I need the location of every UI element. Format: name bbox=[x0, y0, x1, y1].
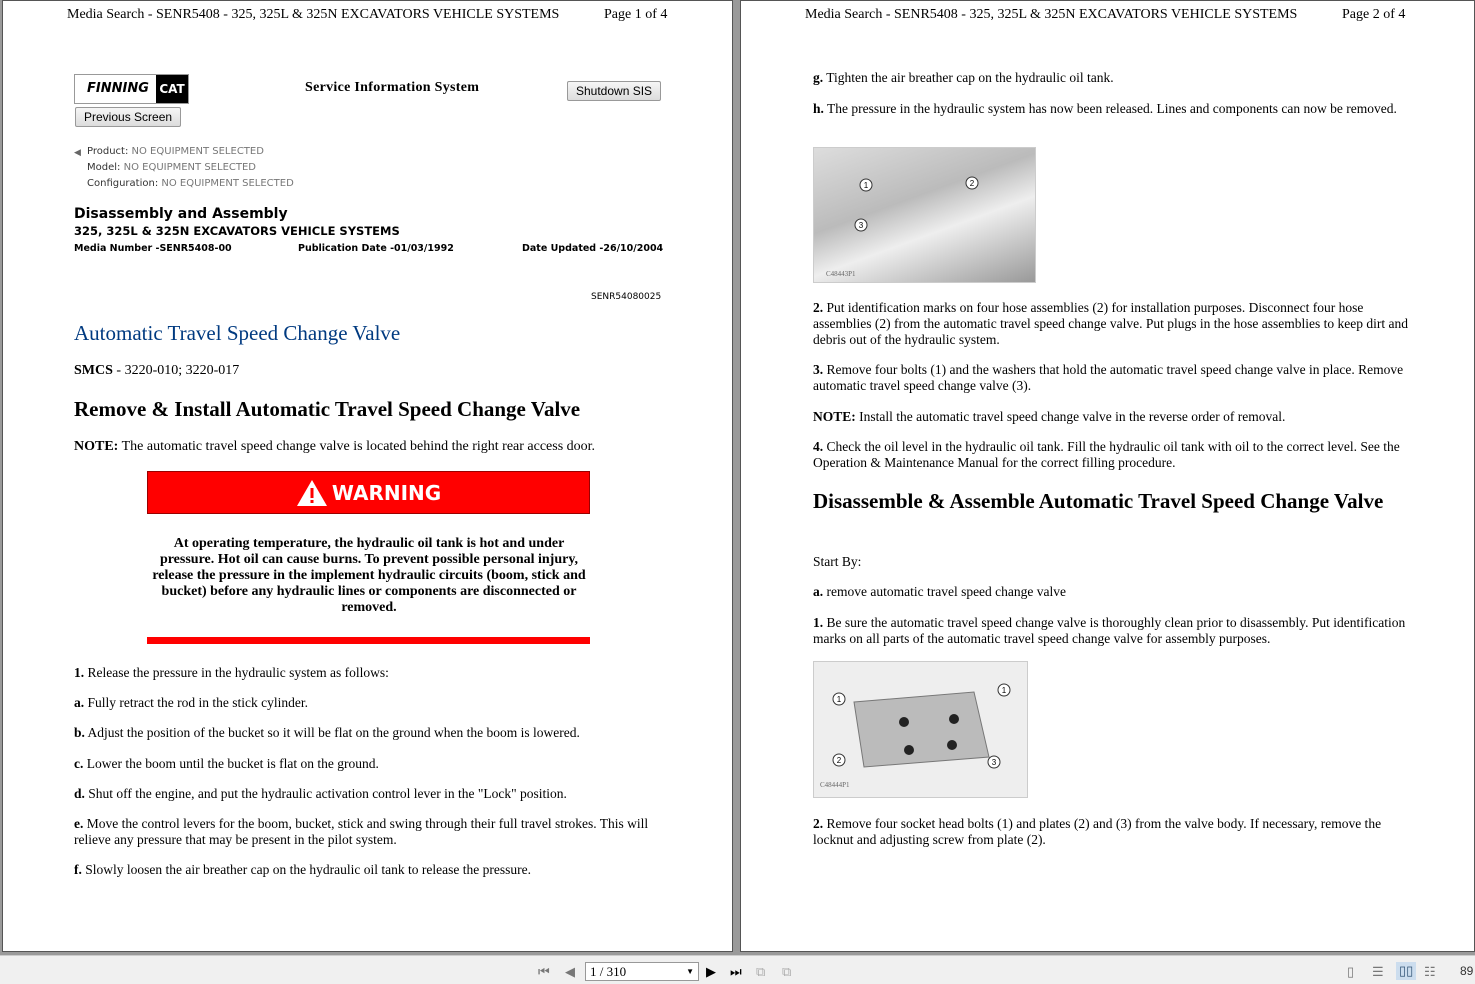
start-by: Start By: bbox=[813, 554, 862, 569]
step-item bbox=[74, 725, 580, 741]
step-key: SMCS bbox=[74, 363, 113, 378]
step-key: a. bbox=[74, 695, 85, 710]
warning-bottom-bar bbox=[147, 637, 590, 644]
step-key: d. bbox=[74, 786, 85, 801]
step-text: Shut off the engine, and put the hydraulic activation control lever in the "Lock" position. bbox=[84, 786, 567, 801]
last-page-icon[interactable]: ⏭ bbox=[730, 964, 742, 979]
step-item bbox=[74, 756, 379, 772]
media-number: Media Number -SENR5408-00 bbox=[74, 243, 232, 254]
svg-text:1: 1 bbox=[836, 695, 842, 704]
continuous-view-icon[interactable]: ☰ bbox=[1372, 964, 1384, 979]
pdf-toolbar bbox=[0, 955, 1475, 984]
publication-date: Publication Date -01/03/1992 bbox=[298, 243, 454, 254]
step-item bbox=[74, 665, 389, 681]
pdf-page-1 bbox=[2, 0, 733, 952]
step-item bbox=[74, 862, 531, 878]
step-item bbox=[74, 816, 664, 848]
previous-page-icon[interactable]: ◀ bbox=[565, 964, 575, 979]
step-key: h. bbox=[813, 101, 824, 116]
note bbox=[813, 409, 1408, 425]
finning-cat-logo bbox=[74, 74, 189, 104]
zoom-level[interactable]: 89 bbox=[1460, 964, 1474, 978]
page-header: Media Search - SENR5408 - 325, 325L & 325N EXCAVATORS VEHICLE SYSTEMS bbox=[67, 7, 560, 22]
document-id: SENR54080025 bbox=[591, 292, 662, 302]
page-header: Media Search - SENR5408 - 325, 325L & 325N EXCAVATORS VEHICLE SYSTEMS bbox=[805, 7, 1298, 22]
step-text: Remove four bolts (1) and the washers that hold the automatic travel speed change valve in place. Remove automatic travel speed change valve (3). bbox=[813, 362, 1404, 393]
step-key: 4. bbox=[813, 439, 824, 454]
step-text: Be sure the automatic travel speed change valve is thoroughly clean prior to disassembly. Put identification marks on all parts of the automatic travel speed change valve for assembly purposes. bbox=[813, 615, 1406, 646]
doc-title: Disassembly and Assembly bbox=[74, 206, 288, 222]
svg-text:1: 1 bbox=[1001, 686, 1007, 695]
svg-text:3: 3 bbox=[858, 221, 864, 230]
step-4 bbox=[813, 439, 1408, 471]
step-text: Put identification marks on four hose assemblies (2) for installation purposes. Disconnect four hose assemblies (2) from the automatic travel speed change valve. Put plugs in the hose assemblies to keep dirt and debris out of the hydraulic system. bbox=[813, 300, 1408, 347]
step-text: Fully retract the rod in the stick cylinder. bbox=[84, 695, 308, 710]
product-value: NO EQUIPMENT SELECTED bbox=[131, 146, 264, 157]
product-label: Product: bbox=[87, 146, 129, 157]
step-item bbox=[74, 695, 308, 711]
step-key: f. bbox=[74, 862, 82, 877]
two-page-continuous-icon[interactable]: ☷ bbox=[1424, 964, 1436, 979]
step-text: C48443P1 bbox=[826, 270, 856, 278]
sis-title: Service Information System bbox=[305, 80, 480, 95]
note bbox=[74, 439, 595, 455]
step-text: Remove four socket head bolts (1) and plates (2) and (3) from the valve body. If necessary, remove the locknut and adjusting screw from plate (2). bbox=[813, 816, 1382, 847]
step-key: 3. bbox=[813, 362, 824, 377]
section-heading: Disassemble & Assemble Automatic Travel Speed Change Valve bbox=[813, 489, 1384, 513]
date-updated: Date Updated -26/10/2004 bbox=[522, 243, 664, 254]
svg-text:1: 1 bbox=[863, 181, 869, 190]
step-text: Check the oil level in the hydraulic oil tank. Fill the hydraulic oil tank with oil to the correct level. See the Operation & Maintenance Manual for the correct filling procedure. bbox=[813, 439, 1400, 470]
step-text: C48444P1 bbox=[820, 781, 850, 789]
step-text: - 3220-010; 3220-017 bbox=[112, 363, 240, 378]
warning-triangle-icon bbox=[296, 479, 328, 507]
first-page-icon[interactable]: ⏮ bbox=[538, 964, 550, 979]
next-page-icon[interactable]: ▶ bbox=[706, 964, 716, 979]
page-number: Page 2 of 4 bbox=[1342, 7, 1406, 22]
back-arrow-icon[interactable]: ◀ bbox=[74, 147, 81, 157]
step-text: The automatic travel speed change valve is located behind the right rear access door. bbox=[118, 439, 596, 454]
step-item bbox=[87, 178, 294, 189]
valve-body-photo bbox=[813, 661, 1028, 798]
step-key: 2. bbox=[813, 816, 824, 831]
step-text: Tighten the air breather cap on the hydraulic oil tank. bbox=[823, 70, 1114, 85]
hose-assembly-photo bbox=[813, 147, 1036, 283]
rotate-icon-2[interactable]: ⧉ bbox=[782, 964, 792, 979]
step-text: Slowly loosen the air breather cap on the hydraulic oil tank to release the pressure. bbox=[81, 862, 531, 877]
step-h bbox=[813, 101, 1403, 117]
step-2b bbox=[813, 816, 1408, 848]
doc-subtitle: 325, 325L & 325N EXCAVATORS VEHICLE SYSTEMS bbox=[74, 224, 400, 238]
shutdown-sis-button[interactable]: Shutdown SIS bbox=[567, 81, 661, 101]
previous-screen-button[interactable]: Previous Screen bbox=[75, 107, 181, 127]
step-text: The pressure in the hydraulic system has now been released. Lines and components can now be removed. bbox=[823, 101, 1397, 116]
single-page-view-icon[interactable]: ▯ bbox=[1347, 964, 1355, 979]
step-item: CAT bbox=[156, 75, 188, 103]
rotate-icon[interactable]: ⧉ bbox=[756, 964, 766, 979]
two-page-view-icon[interactable]: ▯▯ bbox=[1396, 962, 1416, 980]
step-text: Install the automatic travel speed change valve in the reverse order of removal. bbox=[855, 409, 1286, 424]
step-key: 1. bbox=[74, 665, 85, 680]
step-key: g. bbox=[813, 70, 824, 85]
svg-text:3: 3 bbox=[991, 758, 997, 767]
step-key: e. bbox=[74, 816, 84, 831]
step-key: 2. bbox=[813, 300, 824, 315]
warning-text: At operating temperature, the hydraulic oil tank is hot and under pressure. Hot oil can cause burns. To prevent possible personal injury, release the pressure in the implement hydraulic circuits (boom, stick and bucket) before any hydraulic lines or components are disconnected or removed. bbox=[152, 536, 586, 615]
step-key: 1. bbox=[813, 615, 824, 630]
step-item bbox=[87, 146, 264, 157]
step-item: FINNING bbox=[87, 81, 149, 96]
step-g bbox=[813, 70, 1403, 86]
step-3 bbox=[813, 362, 1408, 394]
step-key: NOTE: bbox=[813, 409, 856, 424]
step-key: c. bbox=[74, 756, 84, 771]
step-key: b. bbox=[74, 725, 85, 740]
step-text: WARNING bbox=[331, 480, 442, 505]
step-text: remove automatic travel speed change valve bbox=[823, 584, 1067, 599]
step-text: Lower the boom until the bucket is flat on the ground. bbox=[83, 756, 379, 771]
step-item bbox=[87, 162, 256, 173]
model-value: NO EQUIPMENT SELECTED bbox=[123, 162, 256, 173]
step-key: NOTE: bbox=[74, 439, 119, 454]
config-value: NO EQUIPMENT SELECTED bbox=[161, 178, 294, 189]
step-key: a. bbox=[813, 584, 824, 599]
page-number: Page 1 of 4 bbox=[604, 7, 668, 22]
step-text: Move the control levers for the boom, bucket, stick and swing through their full travel strokes. This will relieve any pressure that may be present in the pilot system. bbox=[74, 816, 649, 847]
step-1 bbox=[813, 615, 1408, 647]
page-number-input[interactable]: 1 / 310 ▼ bbox=[585, 962, 699, 981]
pdf-page-2 bbox=[740, 0, 1475, 952]
warning-banner bbox=[147, 471, 590, 514]
svg-text:2: 2 bbox=[969, 179, 975, 188]
section-heading: Remove & Install Automatic Travel Speed Change Valve bbox=[74, 397, 581, 421]
step-a bbox=[813, 584, 1408, 600]
step-text: 1 / 310 bbox=[590, 964, 627, 979]
svg-text:2: 2 bbox=[836, 756, 842, 765]
model-label: Model: bbox=[87, 162, 121, 173]
article-title: Automatic Travel Speed Change Valve bbox=[74, 321, 401, 345]
step-text: Adjust the position of the bucket so it will be flat on the ground when the boom is lowered. bbox=[84, 725, 580, 740]
step-2 bbox=[813, 300, 1408, 348]
step-item bbox=[74, 786, 567, 802]
step-text: Release the pressure in the hydraulic system as follows: bbox=[84, 665, 389, 680]
smcs-line bbox=[74, 363, 239, 379]
config-label: Configuration: bbox=[87, 178, 159, 189]
